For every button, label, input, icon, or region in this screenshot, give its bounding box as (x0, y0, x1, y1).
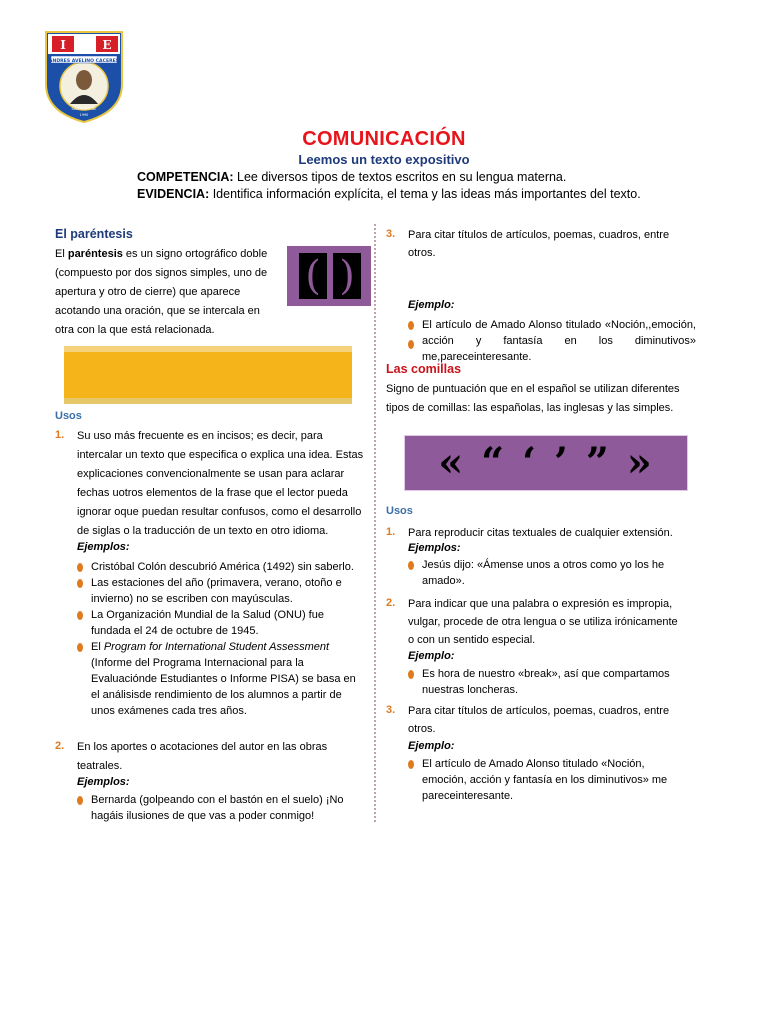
comillas-intro: Signo de puntuación que en el español se utilizan diferentes tipos de comillas: las españolas, las inglesas y las simples. (386, 383, 680, 414)
bullet-icon (408, 760, 414, 769)
school-logo (42, 28, 126, 124)
quotation-marks-image (404, 435, 688, 491)
example-item: Bernarda (golpeando con el bastón en el suelo) ¡No hagáis ilusiones de que vas a poder conmigo! (91, 794, 344, 822)
logo-letter-e: E (102, 38, 112, 52)
list-item-text: Para citar títulos de artículos, poemas, cuadros, entre otros. (408, 229, 670, 259)
list-number: 1. (386, 526, 396, 538)
example-item: El Program for International Student Assessment (Informe del Programa Internacional para la Evaluaciónde Estudiantes o Informe PISA) se basa en el análisisde rendimiento de los alumnos a partir de unos exámenes cada tres años. (91, 641, 356, 717)
list-item-text: Su uso más frecuente es en incisos; es decir, para intercalar un texto que especifica o explica una idea. Estas explicaciones convencionalmente se usan para aclarar fechas uotros elementos de la frase que el lector pueda ignorar oque puedan resultar confusos, como el desarrollo de siglas o la traducción de un texto en otro idioma. (77, 430, 364, 537)
evidencia-line (137, 187, 641, 201)
list-item-text: Para reproducir citas textuales de cualquier extensión. (408, 527, 673, 539)
example-item: El artículo de Amado Alonso titulado «Noción,,emoción, acción y fantasía en los diminutivos» me,pareceinteresante. (422, 319, 696, 363)
bullet-icon (77, 796, 83, 805)
example-item: Cristóbal Colón descubrió América (1492) sin saberlo. (91, 561, 354, 573)
intro-line: (compuesto por dos signos simples, uno de (55, 267, 268, 279)
example-item: Las estaciones del año (primavera, verano, otoño e invierno) no se escriben con mayúsculas. (91, 577, 342, 605)
bullet-icon (408, 670, 414, 679)
intro-line: El paréntesis es un signo ortográfico doble (55, 248, 268, 260)
list-number: 3. (386, 704, 396, 716)
intro-line: acotando una oración, que se intercala en (55, 305, 260, 317)
bullet-icon (408, 321, 414, 330)
section-heading-parentesis: El paréntesis (55, 227, 133, 241)
logo-year: 1990 (79, 113, 89, 117)
examples-label: Ejemplos: (77, 541, 130, 553)
list-item-text: En los aportes o acotaciones del autor en las obras teatrales. (77, 741, 328, 772)
open-parenthesis-glyph: ( (305, 253, 321, 299)
competencia-text: Lee diversos tipos de textos escritos en su lengua materna. (233, 170, 567, 184)
section-heading-comillas: Las comillas (386, 362, 462, 376)
usos-label-right: Usos (386, 505, 413, 517)
logo-town: SANTIAGO DE (71, 107, 97, 111)
list-number: 2. (55, 740, 65, 752)
examples-label: Ejemplo: (408, 299, 455, 311)
examples-label: Ejemplos: (77, 776, 130, 788)
intro-line: otra con la que está relacionada. (55, 324, 215, 336)
list-number: 3. (386, 228, 396, 240)
list-item-text: Para citar títulos de artículos, poemas, cuadros, entre otros. (408, 705, 670, 735)
close-parenthesis-glyph: ) (339, 253, 355, 299)
program-name: Program for International Student Assessment (103, 641, 330, 653)
example-item: Es hora de nuestro «break», así que compartamos nuestras loncheras. (422, 668, 670, 696)
column-divider (374, 224, 376, 822)
bullet-icon (408, 561, 414, 570)
bullet-icon (77, 611, 83, 620)
quote-glyphs: « “ ‘ ’ ” » (438, 439, 654, 486)
bullet-icon (77, 579, 83, 588)
example-item: La Organización Mundial de la Salud (ONU) fue fundada el 24 de octubre de 1945. (91, 609, 324, 637)
list-number: 1. (55, 429, 65, 441)
bullet-icon (77, 563, 83, 572)
usos-label-left: Usos (55, 410, 82, 422)
competencia-label: COMPETENCIA: (137, 170, 234, 184)
list-number: 2. (386, 597, 396, 609)
parentesis-intro (55, 245, 283, 340)
parenthesis-image (287, 246, 371, 306)
logo-letter-i: I (60, 38, 66, 52)
bullet-icon (77, 643, 83, 652)
term-parentesis: paréntesis (67, 248, 123, 260)
logo-banner-text: "ANDRES AVELINO CACERES" (46, 59, 122, 64)
competencia-line (137, 170, 566, 184)
evidencia-text: Identifica información explícita, el tema y las ideas más importantes del texto. (209, 187, 641, 201)
examples-label: Ejemplo: (408, 740, 455, 752)
example-item: El artículo de Amado Alonso titulado «Noción, emoción, acción y fantasía en los diminutivos» me pareceinteresante. (422, 758, 668, 802)
bullet-icon (408, 340, 414, 349)
intro-line: apertura y otro de cierre) que aparece (55, 286, 241, 298)
page-subtitle: Leemos un texto expositivo (298, 152, 470, 167)
example-item: Jesús dijo: «Ámense unos a otros como yo los he amado». (422, 559, 665, 587)
evidencia-label: EVIDENCIA: (137, 187, 210, 201)
page-title: COMUNICACIÓN (302, 128, 466, 150)
yellow-banner (64, 346, 352, 404)
list-item-text: Para indicar que una palabra o expresión es impropia, vulgar, procede de otra lengua o se utiliza irónicamente o con un sentido especial. (408, 598, 678, 646)
examples-label: Ejemplo: (408, 650, 455, 662)
examples-label: Ejemplos: (408, 542, 461, 554)
